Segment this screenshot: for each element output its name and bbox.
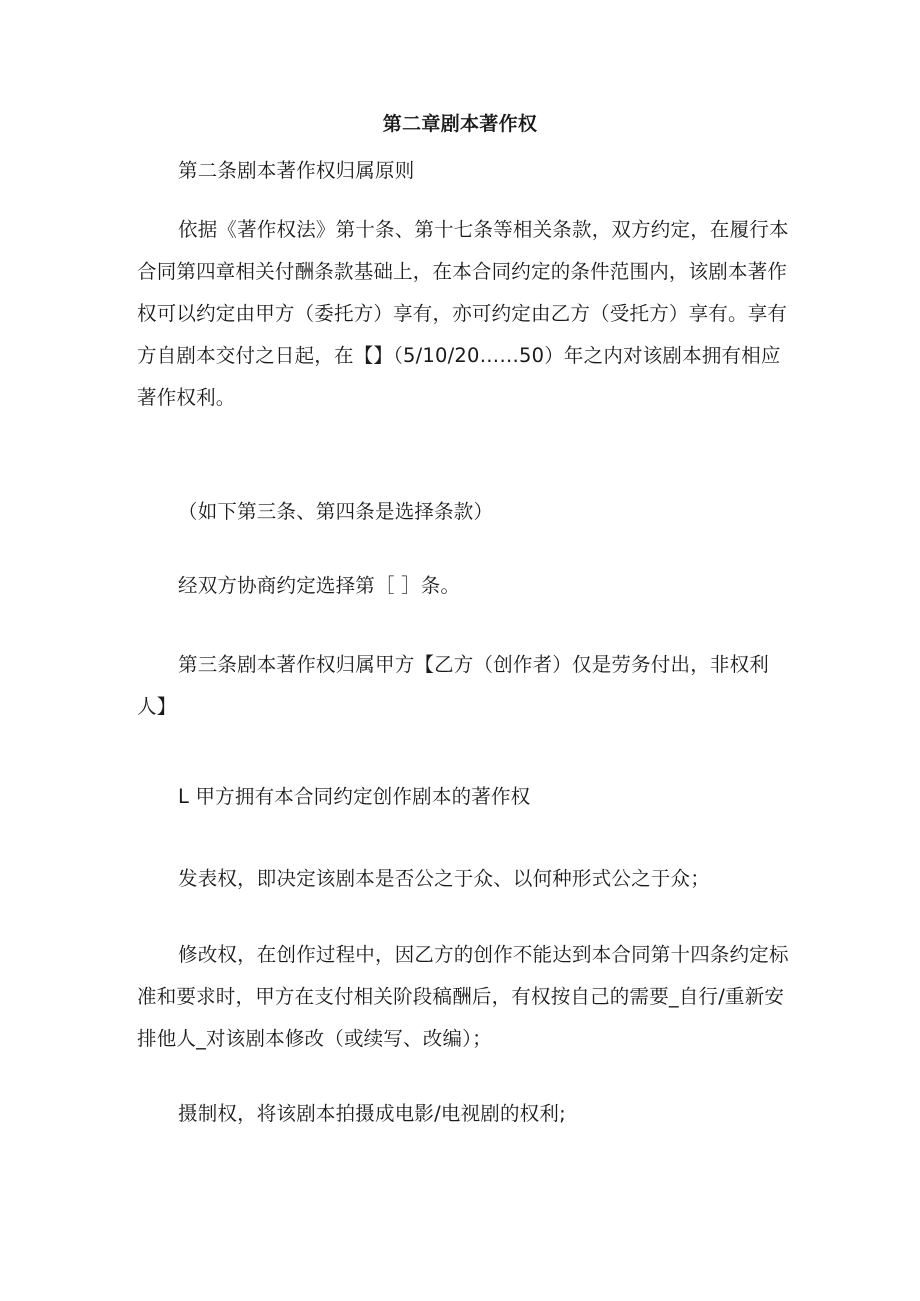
filming-right: 摄制权，将该剧本拍摄成电影/电视剧的权利; bbox=[178, 1102, 566, 1125]
publication-right: 发表权，即决定该剧本是否公之于众、以何种形式公之于众； bbox=[178, 867, 710, 890]
article-2-body: 依据《著作权法》第十条、第十七条等相关条款，双方约定，在履行本合同第四章相关付酬条款基础上，在本合同约定的条件范围内，该剧本著作权可以约定由甲方（委托方）享有，亦可约定由乙方（受托方）享有。享有方自剧本交付之日起，在【】（5/10/20……50）年之内对该剧本拥有相应著作权利。 bbox=[137, 218, 789, 409]
choice-line: 经双方协商约定选择第［ ］条。 bbox=[178, 574, 461, 597]
item-1: L 甲方拥有本合同约定创作剧本的著作权 bbox=[178, 785, 531, 808]
article-3-heading: 第三条剧本著作权归属甲方【乙方（创作者）仅是劳务付出，非权利人】 bbox=[137, 653, 770, 718]
modification-right: 修改权，在创作过程中，因乙方的创作不能达到本合同第十四条约定标准和要求时，甲方在支付相关阶段稿酬后，有权按自己的需要_自行/重新安排他人_对该剧本修改（或续写、改编）； bbox=[137, 943, 789, 1050]
chapter-title: 第二章剧本著作权 bbox=[382, 113, 538, 135]
article-2-heading: 第二条剧本著作权归属原则 bbox=[178, 159, 415, 182]
choice-note: （如下第三条、第四条是选择条款） bbox=[178, 500, 494, 523]
